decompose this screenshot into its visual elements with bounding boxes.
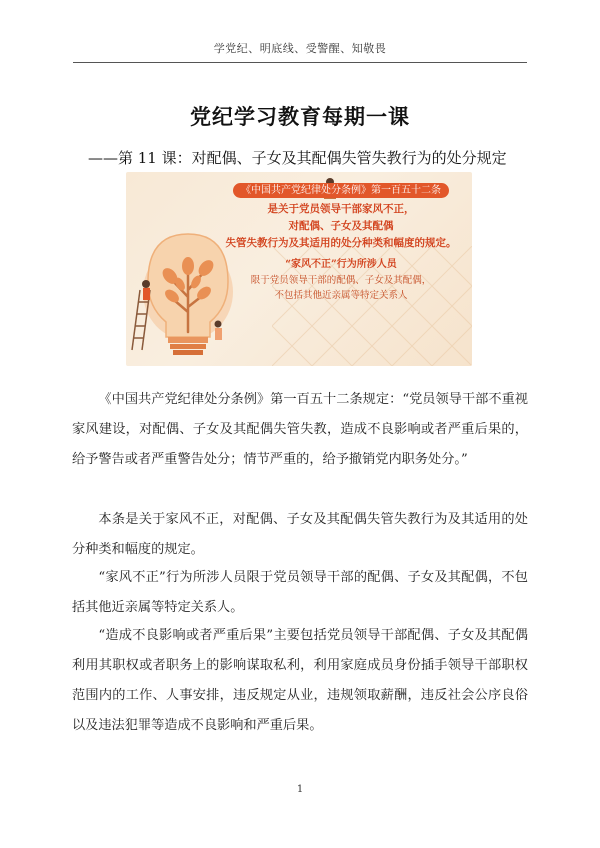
page-number: 1 xyxy=(296,784,304,795)
page-header: 学党纪、明底线、受警醒、知敬畏 xyxy=(213,42,387,55)
banner-line-2: 对配偶、子女及其配偶 xyxy=(288,220,394,232)
paragraph-4: “造成不良影响或者严重后果”主要包括党员领导干部配偶、子女及其配偶利用其职权或者职务上的影响谋取私利，利用家庭成员身份插手领导干部职权范围内的工作、人事安排，违反规定从业，违规领取薪酬，违反社会公序良俗以及违法犯罪等造成不良影响和严重后果。 xyxy=(72,628,528,733)
paragraph-1: 《中国共产党纪律处分条例》第一百五十二条规定：“党员领导干部不重视家风建设，对配偶、子女及其配偶失管失教，造成不良影响或者严重后果的，给予警告或者严重警告处分；情节严重的，给予撤销党内职务处分。” xyxy=(72,392,528,467)
banner-line-6: 不包括其他近亲属等特定关系人 xyxy=(274,290,408,301)
banner-line-5: 限于党员领导干部的配偶、子女及其配偶， xyxy=(250,275,432,286)
page-subtitle: ——第 11 课：对配偶、子女及其配偶失管失教行为的处分规定 xyxy=(88,149,507,167)
banner-text-block xyxy=(216,182,466,303)
banner-line-1: 是关于党员领导干部家风不正， xyxy=(267,203,415,215)
paragraph-2: 本条是关于家风不正，对配偶、子女及其配偶失管失教行为及其适用的处分种类和幅度的规定。 xyxy=(72,512,528,557)
illustration-banner xyxy=(126,172,472,366)
header-divider xyxy=(73,62,527,63)
banner-pill: 《中国共产党纪律处分条例》第一百五十二条 xyxy=(233,183,449,198)
paragraph-3: “家风不正”行为所涉人员限于党员领导干部的配偶、子女及其配偶，不包括其他近亲属等特定关系人。 xyxy=(72,570,528,615)
page-title: 党纪学习教育每期一课 xyxy=(190,104,410,129)
banner-line-3: 失管失教行为及其适用的处分种类和幅度的规定。 xyxy=(225,237,457,249)
banner-line-4: “家风不正”行为所涉人员 xyxy=(285,259,397,270)
